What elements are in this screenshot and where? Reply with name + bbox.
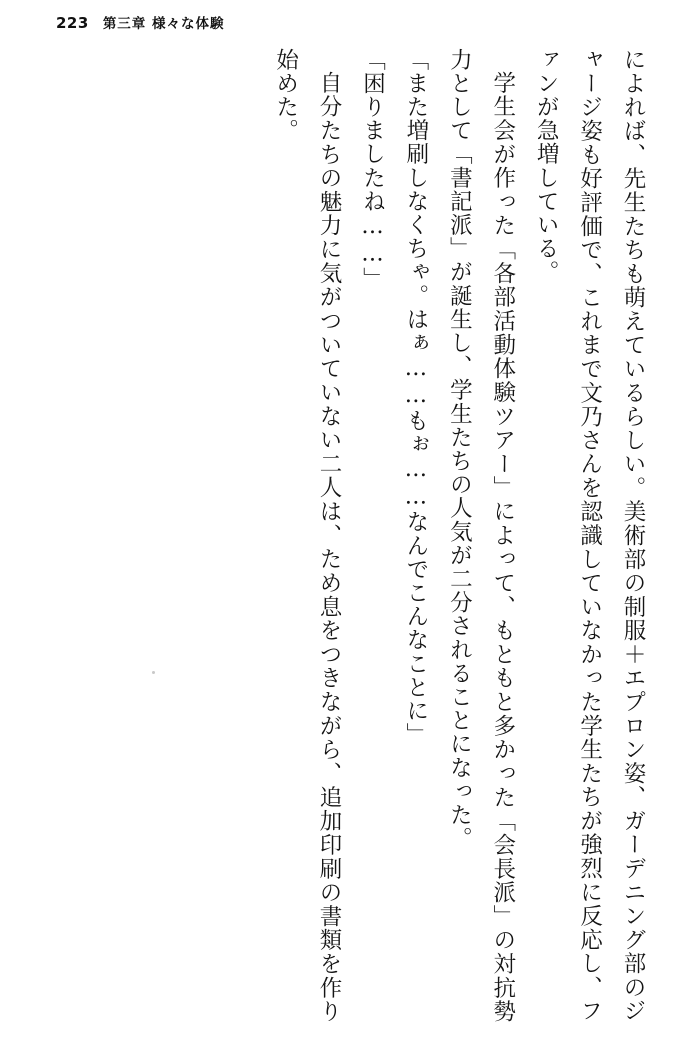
chapter-title: 第三章 様々な体験 — [102, 16, 225, 32]
paragraph: によれば、先生たちも萌えているらしい。美術部の制服＋エプロン姿、ガーデニング部のジャージ姿も好評価で、これまで文乃さんを認識していなかった学生たちが強烈に反応し、ファンが急増している。 — [533, 48, 646, 1023]
page-number: 223 — [56, 14, 89, 32]
paragraph: 学生会が作った「各部活動体験ツアー」によって、もともと多かった「会長派」の対抗勢力として「書記派」が誕生し、学生たちの人気が二分されることになった。 — [446, 48, 516, 1023]
paragraph: 「困りましたね……」 — [359, 48, 386, 291]
running-header — [56, 12, 225, 32]
page-speck — [152, 671, 155, 674]
paragraph: 「また増刷しなくちゃ。はぁ……もぉ……なんでこんなことに」 — [402, 48, 429, 747]
paragraph: 自分たちの魅力に気がついていない二人は、ため息をつきながら、追加印刷の書類を作り始めた。 — [272, 48, 343, 1023]
vertical-body-text — [263, 48, 654, 1023]
